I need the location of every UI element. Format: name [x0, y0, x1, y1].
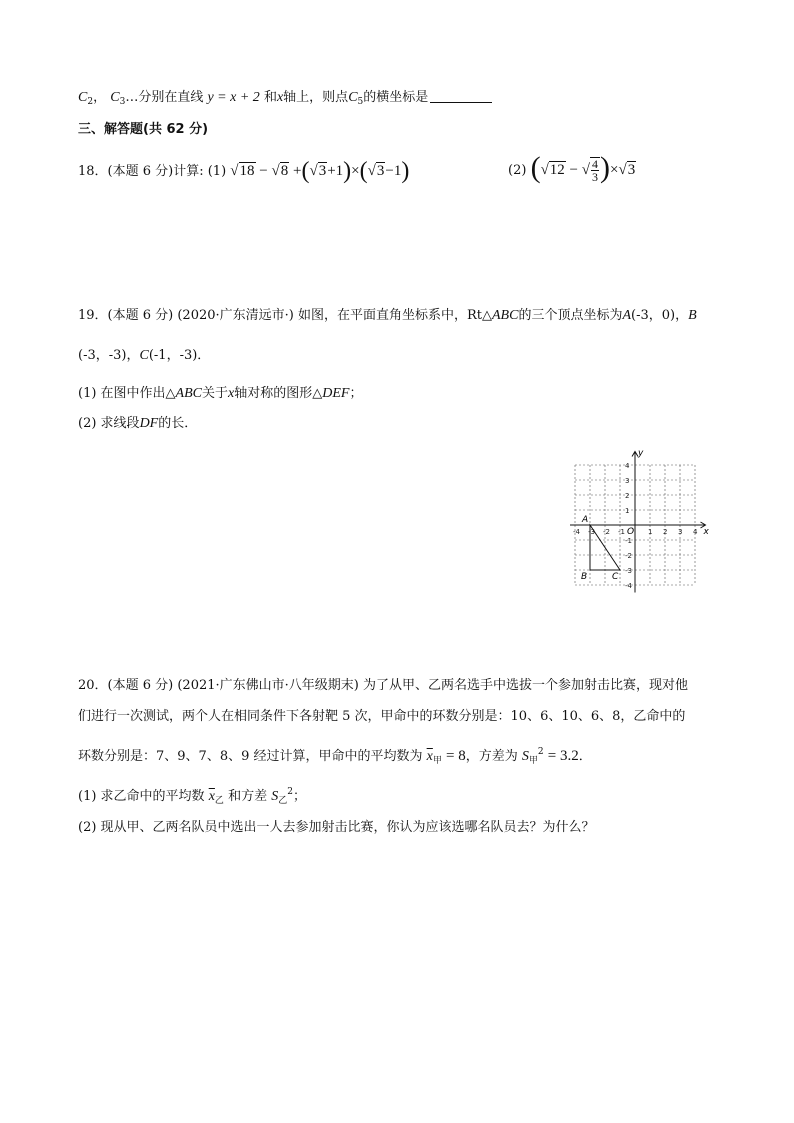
q19-line2: [78, 346, 210, 366]
y-tick-label: 1: [625, 507, 630, 515]
s-jia-sup: 2: [537, 747, 544, 757]
label-b: B: [581, 572, 588, 582]
y-tick-label: -3: [625, 567, 632, 575]
q17-text4: 的横坐标是: [363, 90, 429, 105]
q20-part1: [78, 782, 306, 811]
jia-sub: 甲: [432, 756, 442, 766]
sqrt-3a: 3: [318, 163, 327, 179]
abc-label: ABC: [492, 308, 519, 323]
xbar-yi: $\overline{x}$: [208, 789, 215, 804]
paren-close: ): [600, 151, 610, 184]
q20-line3-b: ，方差为: [465, 749, 518, 764]
q19-p1-abc: ABC: [175, 386, 202, 401]
comma: ，: [93, 90, 107, 105]
q18-line: [78, 158, 409, 185]
line-equation: y = x + 2: [207, 90, 260, 105]
q19-p1-def: DEF: [322, 386, 350, 401]
x-tick-label: 4: [693, 528, 698, 536]
frac-num: 4: [592, 157, 598, 172]
coordinate-grid: [570, 444, 720, 596]
times-sign: ×: [610, 162, 619, 178]
q19-p1-b: 关于: [202, 386, 229, 401]
point-c: C: [139, 348, 149, 363]
a-coord: (-3，0)，: [631, 308, 689, 323]
s-yi-sub: 乙: [278, 796, 288, 806]
q20-line1: 20．(本题 6 分) (2021·广东佛山市·八年级期末) 为了从甲、乙两名选手中选拔一个参加射击比赛，现对他: [78, 678, 688, 693]
s-yi-sup: 2: [287, 787, 293, 797]
paren-open: (: [301, 158, 310, 184]
q20-part2: (2) 现从甲、乙两名队员中选出一人去参加射击比赛，你认为应该选哪名队员去？为什么？: [78, 820, 595, 835]
origin-label: O: [627, 527, 635, 537]
label-c: C: [612, 572, 619, 582]
q20-p1-c: ；: [292, 789, 306, 804]
y-tick-label: 3: [625, 477, 630, 485]
sqrt-3b: 3: [376, 163, 385, 179]
q19-line1: [78, 306, 697, 326]
s-jia-sub: 甲: [528, 756, 538, 766]
y-tick-label: 2: [625, 492, 630, 500]
q20-p1-b: 和方差: [228, 789, 268, 804]
b-coord: (-3，-3)，: [78, 348, 140, 363]
q19-text1: 19．(本题 6 分) (2020·广东清远市·) 如图，在平面直角坐标系中，Rt△: [78, 308, 492, 323]
q18-part2-expression: (√12 − √ $\frac{4}{3}$ )×√3: [530, 151, 636, 185]
paren-open2: (: [359, 158, 368, 184]
c2-label: C: [78, 90, 88, 105]
q20-line2: 们进行一次测试，两个人在相同条件下各射靶 5 次，甲命中的环数分别是：10、6、10、6、8，乙命中的: [78, 709, 686, 724]
minus-sign: −: [569, 162, 579, 178]
c3-label: C: [110, 90, 120, 105]
x-tick-label: 3: [678, 528, 683, 536]
x-tick-label: -1: [618, 528, 625, 536]
q17-tail-line: [78, 88, 492, 112]
q19-p1-d: ；: [349, 386, 363, 401]
y-tick-label: 4: [625, 462, 630, 470]
x-var: x: [276, 90, 284, 105]
q18-part2-label: (2): [508, 163, 527, 178]
q19-p2-df: DF: [139, 416, 159, 431]
fraction-4-3: [591, 158, 599, 183]
c3-sub: 3: [119, 97, 126, 107]
sqrt-3: 3: [627, 162, 636, 178]
minus-sign: −: [259, 163, 268, 179]
point-b: B: [688, 308, 697, 323]
q17-text3: 轴上，则点: [283, 90, 349, 105]
sqrt-18: 18: [239, 163, 255, 179]
axes: [570, 452, 706, 593]
sqrt-12: 12: [549, 162, 565, 178]
x-tick-label: -4: [573, 528, 580, 536]
x-tick-label: -2: [603, 528, 610, 536]
s-yi: S: [271, 789, 279, 804]
paren-close2: ): [401, 158, 410, 184]
y-tick-label: -1: [625, 537, 632, 545]
y-tick-label: -2: [625, 552, 632, 560]
q20-p1-a: (1) 求乙命中的平均数: [78, 789, 205, 804]
q19-p1-c: 轴对称的图形△: [234, 386, 323, 401]
q19-p2-b: 的长．: [158, 416, 198, 431]
sqrt-8: 8: [280, 163, 289, 179]
plus-one: +1: [327, 163, 344, 179]
q17-text2: 和: [263, 90, 277, 105]
c-coord: (-1，-3)．: [148, 348, 211, 363]
xbar-jia: $\overline{x}$: [426, 749, 433, 764]
x-tick-label: 1: [648, 528, 653, 536]
q19-p2-a: (2) 求线段: [78, 416, 140, 431]
q19-part2: [78, 414, 197, 434]
q20-line3-c: ．: [578, 749, 592, 764]
q19-p1-x: x: [228, 386, 235, 401]
plus-sign: +: [292, 163, 302, 179]
q20-line3-a: 环数分别是：7、9、7、8、9 经过计算，甲命中的平均数为: [78, 749, 423, 764]
frac-den: 3: [592, 170, 598, 185]
answer-blank[interactable]: [430, 88, 492, 103]
x-tick-label: -3: [588, 528, 595, 536]
c2-sub: 2: [87, 97, 94, 107]
mean-value: = 8: [446, 748, 466, 764]
q18-part2: [508, 152, 636, 187]
q17-text1: …分别在直线: [125, 90, 204, 105]
section-title: 三、解答题(共 62 分): [78, 122, 209, 137]
variance-value: = 3.2: [547, 748, 579, 764]
x-tick-label: 2: [663, 528, 668, 536]
paren-open: (: [530, 151, 541, 184]
x-axis-label: x: [703, 527, 709, 537]
point-a: A: [622, 308, 632, 323]
q18-part1-expression: √18 − √8 +(√3+1)×(√3−1): [230, 158, 410, 184]
s-jia: S: [521, 749, 529, 764]
y-tick-label: -4: [625, 582, 632, 590]
q20-line3: [78, 742, 592, 771]
c5-label: C: [348, 90, 358, 105]
yi-sub: 乙: [214, 796, 224, 806]
q19-text2: 的三个顶点坐标为: [518, 308, 623, 323]
q19-part1: [78, 384, 362, 404]
paren-close: ): [343, 158, 352, 184]
y-axis-label: y: [638, 448, 644, 459]
minus-one: −1: [385, 163, 402, 179]
times-sign: ×: [351, 163, 360, 179]
label-a: A: [582, 515, 589, 525]
q19-p1-a: (1) 在图中作出△: [78, 386, 176, 401]
q18-prefix: 18．(本题 6 分)计算: (1): [78, 164, 227, 179]
c5-sub: 5: [357, 97, 364, 107]
